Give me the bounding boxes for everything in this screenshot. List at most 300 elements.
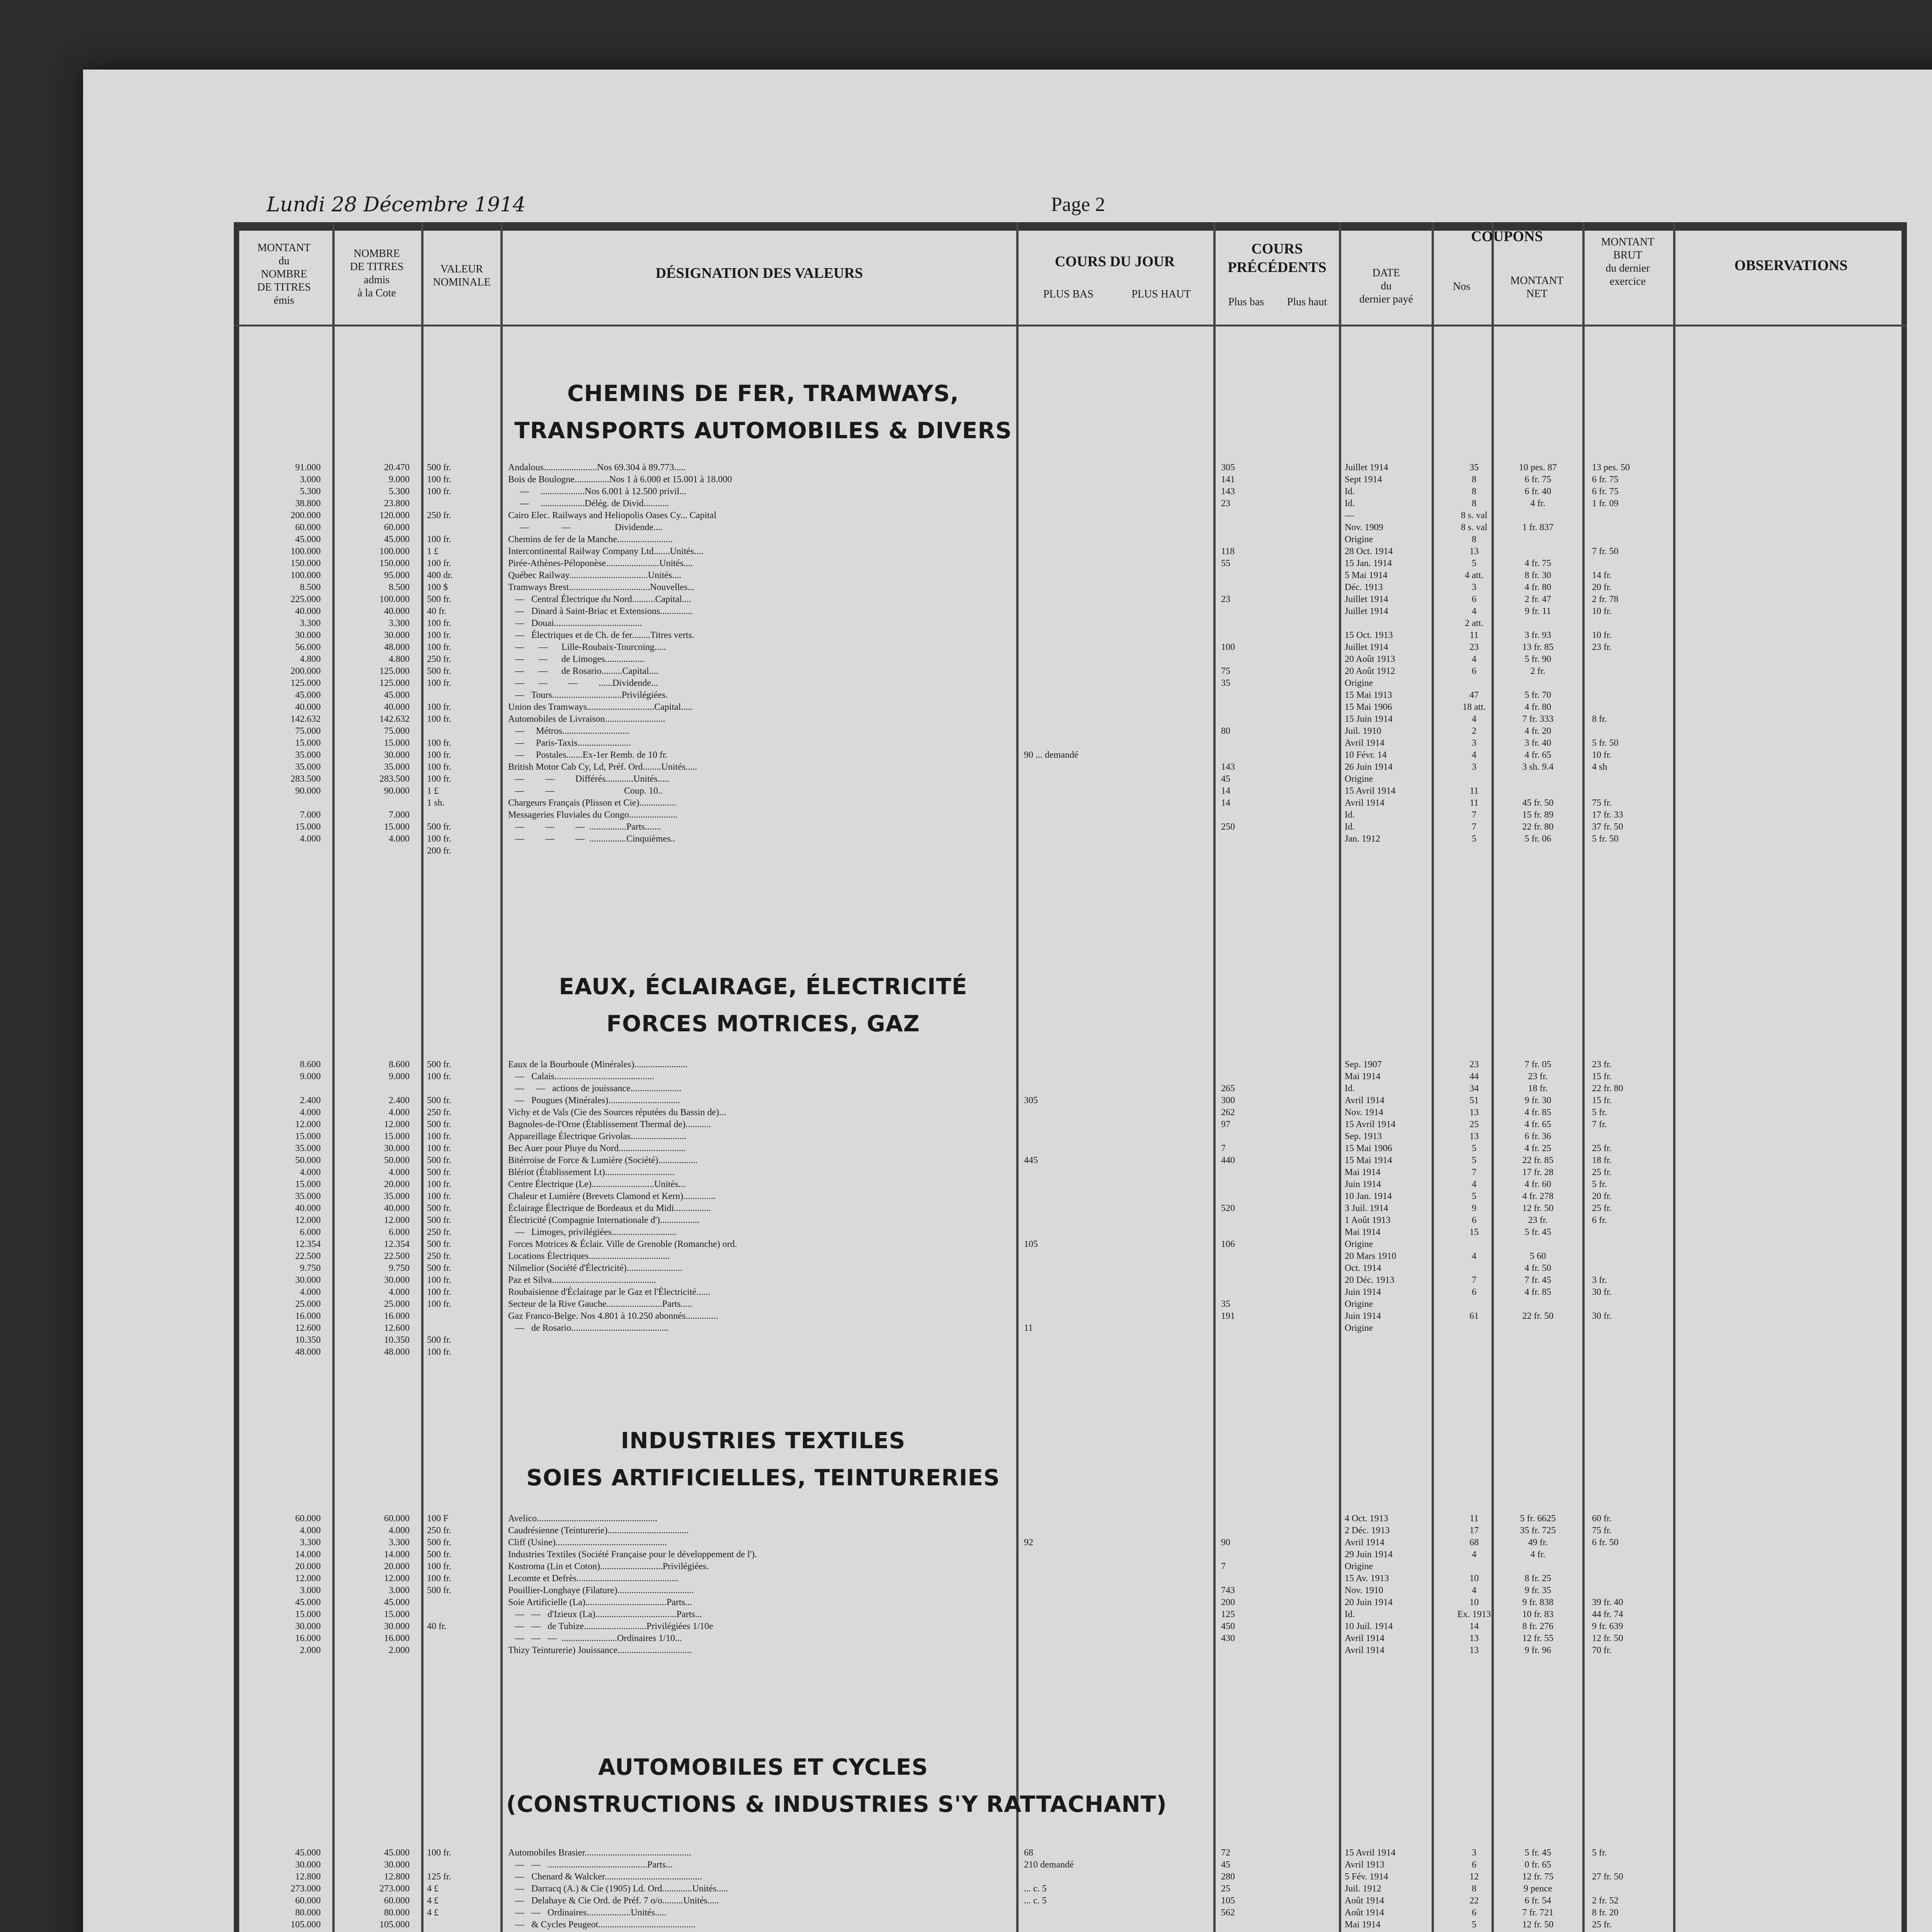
table-cell: 25.000 — [384, 1299, 410, 1309]
table-cell: 30.000 — [384, 1275, 410, 1285]
table-cell: 5 fr. — [1592, 1179, 1607, 1189]
table-cell: 100 fr. — [427, 558, 451, 568]
table-cell — [1592, 1334, 1669, 1346]
table-cell: 5 fr. 50 — [1592, 738, 1619, 748]
table-cell: 25.000 — [295, 1299, 321, 1309]
table-cell: 75 — [1221, 666, 1230, 676]
section-3-column-h — [1451, 1847, 1497, 1932]
table-cell: 35 — [1221, 678, 1230, 688]
table-cell: 450 — [1221, 1621, 1235, 1631]
table-cell: — Métros............................. — [508, 726, 629, 736]
table-cell: 5 — [1472, 1143, 1476, 1153]
table-cell: Andalous.......................Nos 69.304 à 89.773..... — [508, 463, 686, 473]
table-cell — [1592, 665, 1669, 677]
table-cell — [427, 1919, 493, 1931]
table-cell: 4 £ — [427, 1884, 439, 1894]
table-cell — [1451, 1238, 1497, 1250]
table-cell: Gaz Franco-Belge. Nos 4.801 à 10.250 abonnés.............. — [508, 1311, 718, 1321]
table-cell: 6 — [1472, 1860, 1476, 1870]
table-cell: 283.500 — [291, 774, 321, 784]
table-cell: 8 — [1472, 486, 1476, 497]
table-cell: 25 fr. — [1592, 1203, 1612, 1213]
table-cell: 100.000 — [291, 570, 321, 580]
table-cell — [1024, 821, 1140, 833]
table-cell: 0 fr. 65 — [1524, 1860, 1551, 1870]
table-cell: 72 — [1221, 1848, 1230, 1858]
table-cell: Avril 1914 — [1345, 1645, 1384, 1655]
table-cell: 305 — [1024, 1095, 1038, 1105]
table-cell: 4 fr. 278 — [1522, 1191, 1554, 1201]
table-cell: 8.600 — [389, 1060, 410, 1070]
table-cell: 500 fr. — [427, 463, 451, 473]
table-cell: 210 demandé — [1024, 1860, 1074, 1870]
table-cell — [1024, 1907, 1140, 1919]
table-cell — [1024, 1597, 1140, 1609]
table-cell — [1499, 677, 1577, 689]
table-cell — [1592, 1298, 1669, 1310]
table-cell: 12 fr. 50 — [1522, 1203, 1554, 1213]
table-cell: — — Différés............Unités..... — [508, 774, 669, 784]
table-cell: 8 fr. 25 — [1524, 1573, 1551, 1583]
table-cell: 12.000 — [384, 1573, 410, 1583]
table-cell — [427, 1609, 493, 1621]
table-cell — [1024, 594, 1140, 605]
col-head-plus-haut: PLUS HAUT — [1131, 288, 1191, 300]
table-cell: 2 Déc. 1913 — [1345, 1526, 1390, 1536]
table-cell: 7 fr. 721 — [1522, 1908, 1554, 1918]
table-cell — [427, 725, 493, 737]
table-cell: Roubaisienne d'Éclairage par le Gaz et l'Électricité...... — [508, 1287, 711, 1297]
table-cell: 9 fr. 838 — [1522, 1597, 1554, 1607]
table-cell: 6 fr. 36 — [1524, 1131, 1551, 1141]
table-cell — [1592, 1573, 1669, 1585]
table-cell: 250 fr. — [427, 1227, 451, 1237]
table-cell: 16.000 — [295, 1311, 321, 1321]
table-cell — [1221, 1322, 1337, 1334]
table-cell: 4 fr. — [1530, 1549, 1546, 1560]
table-cell: 3 — [1472, 738, 1476, 748]
table-cell: — Calais........................................... — [508, 1071, 654, 1082]
table-cell: 8 s. val — [1461, 522, 1488, 532]
table-cell — [1024, 1059, 1140, 1071]
table-cell: Avelico.................................................... — [508, 1514, 658, 1524]
table-cell: — Douai...................................... — [508, 618, 642, 628]
table-cell: 23 fr. — [1528, 1071, 1548, 1082]
table-cell — [1024, 1179, 1140, 1190]
table-cell: 11 — [1469, 630, 1479, 640]
table-cell: 68 — [1024, 1848, 1033, 1858]
table-cell — [1024, 1131, 1140, 1143]
table-cell: 3 sh. 9.4 — [1522, 762, 1554, 772]
page-header — [151, 182, 1897, 224]
table-cell: Mai 1914 — [1345, 1167, 1381, 1177]
table-cell: Cairo Elec. Railways and Heliopolis Oases Cy... Capital — [508, 510, 717, 520]
table-cell: Chaleur et Lumière (Brevets Clamond et Kern).............. — [508, 1191, 716, 1201]
table-cell: 20 fr. — [1592, 582, 1612, 592]
table-cell — [1024, 1645, 1140, 1656]
table-cell: 7 — [1472, 822, 1476, 832]
table-cell: 7.000 — [300, 810, 321, 820]
table-cell: 100.000 — [379, 546, 410, 556]
table-cell: 45 — [1221, 774, 1230, 784]
table-cell: 8 fr. 30 — [1524, 570, 1551, 580]
table-cell: 20 fr. — [1592, 1191, 1612, 1201]
table-cell: Thizy Teinturerie) Jouissance................................ — [508, 1645, 692, 1655]
table-cell — [1221, 1214, 1337, 1226]
table-cell: 5 60 — [1530, 1251, 1546, 1261]
table-cell: — Pougues (Minérales)............................... — [508, 1095, 680, 1105]
section-1-column-j — [1592, 1059, 1669, 1358]
table-cell: 30 fr. — [1592, 1287, 1612, 1297]
table-cell: 17 fr. 33 — [1592, 810, 1623, 820]
table-cell: 4 — [1472, 714, 1476, 724]
table-cell: 2 — [1472, 726, 1476, 736]
table-cell: 12.000 — [384, 1215, 410, 1225]
table-cell: Sep. 1913 — [1345, 1131, 1382, 1141]
table-cell — [243, 1083, 321, 1095]
table-cell — [1024, 1609, 1140, 1621]
table-cell: 445 — [1024, 1155, 1038, 1165]
table-cell: 500 fr. — [427, 1215, 451, 1225]
table-cell — [1592, 1346, 1669, 1358]
table-cell: 10 Févr. 14 — [1345, 750, 1387, 760]
header-underline — [234, 325, 1907, 327]
table-cell: 100 fr. — [427, 1071, 451, 1082]
table-cell: 5 fr. 45 — [1524, 1227, 1551, 1237]
table-cell: Ex. 1913 — [1457, 1609, 1491, 1619]
page-number: Page 2 — [1051, 194, 1105, 216]
table-cell: 13 — [1469, 1107, 1479, 1117]
table-cell — [1024, 1107, 1140, 1119]
table-cell: Juillet 1914 — [1345, 463, 1388, 473]
table-cell: 30.000 — [295, 1860, 321, 1870]
table-cell: 12.600 — [295, 1323, 321, 1333]
table-cell: 15 fr. — [1592, 1095, 1612, 1105]
col-head-cours-precedents: COURS PRÉCÉDENTS — [1228, 241, 1327, 276]
table-cell — [1024, 1274, 1140, 1286]
table-cell: — Électriques et de Ch. de fer........Titres verts. — [508, 630, 694, 640]
table-cell: 4 fr. — [1530, 498, 1546, 509]
table-cell: 12 fr. 50 — [1592, 1633, 1623, 1643]
table-cell — [1221, 1919, 1337, 1931]
table-cell: 100 fr. — [427, 1347, 451, 1357]
section-0-column-d — [508, 462, 1010, 845]
table-cell — [1024, 761, 1140, 773]
table-cell — [1024, 546, 1140, 558]
table-cell — [1221, 1250, 1337, 1262]
table-cell: 30.000 — [384, 1143, 410, 1153]
table-cell: 500 fr. — [427, 1095, 451, 1105]
table-cell: Id. — [1345, 1609, 1355, 1619]
table-cell: Id. — [1345, 822, 1355, 832]
table-cell: 12.000 — [295, 1119, 321, 1129]
table-cell — [1499, 510, 1577, 522]
table-cell: 4 fr. 20 — [1524, 726, 1551, 736]
table-cell: 9 fr. 96 — [1524, 1645, 1551, 1655]
table-cell — [1451, 1298, 1497, 1310]
table-cell: 15 Av. 1913 — [1345, 1573, 1389, 1583]
section-0-column-a — [243, 462, 321, 845]
section-2-column-h — [1451, 1513, 1497, 1656]
table-cell: 45.000 — [384, 1848, 410, 1858]
table-cell: Automobiles de Livraison.......................... — [508, 714, 665, 724]
table-cell: 20 Déc. 1913 — [1345, 1275, 1395, 1285]
table-cell — [1221, 1131, 1337, 1143]
table-cell: 265 — [1221, 1083, 1235, 1094]
table-cell — [1024, 785, 1140, 797]
table-cell: 4 fr. 85 — [1524, 1287, 1551, 1297]
table-cell: Soie Artificielle (La)...................................Parts... — [508, 1597, 692, 1607]
table-cell: 300 — [1221, 1095, 1235, 1105]
table-cell — [1221, 1167, 1337, 1179]
table-cell: 3.300 — [300, 618, 321, 628]
table-cell: 100 fr. — [427, 630, 451, 640]
table-cell: 8 fr. — [1592, 714, 1607, 724]
table-cell — [1024, 1071, 1140, 1083]
table-cell: 92 — [1024, 1537, 1033, 1548]
table-cell — [1592, 1859, 1669, 1871]
section-0-column-j — [1592, 462, 1669, 845]
table-cell — [1024, 462, 1140, 474]
table-cell — [1024, 474, 1140, 486]
table-cell: 100 fr. — [427, 642, 451, 652]
table-cell — [1024, 1083, 1140, 1095]
table-cell — [1221, 1262, 1337, 1274]
table-cell — [1499, 773, 1577, 785]
table-cell: 4 fr. 60 — [1524, 1179, 1551, 1189]
column-rule — [1213, 222, 1216, 1932]
table-cell — [1451, 1334, 1497, 1346]
table-cell — [1024, 522, 1140, 534]
table-cell — [1024, 1633, 1140, 1645]
table-cell: 10 fr. 83 — [1522, 1609, 1554, 1619]
table-cell: 15 Juin 1914 — [1345, 714, 1393, 724]
table-cell: 45.000 — [295, 534, 321, 544]
table-cell: Juin 1914 — [1345, 1311, 1381, 1321]
table-cell — [1024, 701, 1140, 713]
table-cell: 50.000 — [295, 1155, 321, 1165]
table-cell: 12.600 — [384, 1323, 410, 1333]
table-cell — [427, 809, 493, 821]
table-cell — [1592, 522, 1669, 534]
table-cell: 100 fr. — [427, 1573, 451, 1583]
table-cell: — Limoges, privilégiées............................ — [508, 1227, 677, 1237]
table-cell — [1499, 617, 1577, 629]
table-cell: 4 att. — [1465, 570, 1483, 580]
table-cell: Origine — [1345, 534, 1373, 544]
table-cell — [1024, 665, 1140, 677]
table-cell: 15 — [1469, 1227, 1479, 1237]
table-cell: Sept 1914 — [1345, 474, 1382, 485]
table-cell: 11 — [1024, 1323, 1033, 1333]
table-cell: 70 fr. — [1592, 1645, 1612, 1655]
table-cell: 2 fr. 78 — [1592, 594, 1619, 604]
table-cell — [1592, 1322, 1669, 1334]
col-head-designation: DÉSIGNATION DES VALEURS — [655, 265, 863, 281]
table-cell — [1221, 1645, 1337, 1656]
col-head-cp-bas: Plus bas — [1228, 296, 1264, 308]
table-cell: 15.000 — [384, 1131, 410, 1141]
table-cell: 23 — [1221, 498, 1230, 509]
section-1-column-h — [1451, 1059, 1497, 1358]
table-cell: 100.000 — [291, 546, 321, 556]
col-head-cours-jour: COURS DU JOUR — [1054, 253, 1175, 270]
section-1-column-a — [243, 1059, 321, 1358]
table-cell — [1592, 1561, 1669, 1573]
table-cell: Id. — [1345, 486, 1355, 497]
table-cell — [1221, 1549, 1337, 1561]
column-rule — [1432, 222, 1434, 1932]
table-cell: 250 fr. — [427, 1107, 451, 1117]
table-cell: 100.000 — [379, 594, 410, 604]
table-cell: — Chenard & Walcker.......................................... — [508, 1872, 702, 1882]
section-3-column-d — [508, 1847, 1010, 1932]
table-cell — [1592, 1585, 1669, 1597]
table-cell: Blériot (Établissement Lt).............................. — [508, 1167, 675, 1177]
table-cell: 4.000 — [389, 1167, 410, 1177]
table-cell: 30.000 — [384, 630, 410, 640]
table-cell: — — de Limoges................. — [508, 654, 645, 664]
column-rule — [1673, 222, 1675, 1932]
section-2-column-i — [1499, 1513, 1577, 1656]
table-cell: 18 fr. — [1528, 1083, 1548, 1094]
table-cell: 6 fr. — [1592, 1215, 1607, 1225]
table-cell: 22 fr. 80 — [1592, 1083, 1623, 1094]
table-cell — [1499, 785, 1577, 797]
table-cell: 4.000 — [300, 1167, 321, 1177]
table-cell: 3 fr. 93 — [1524, 630, 1551, 640]
table-cell: 10 pes. 87 — [1519, 463, 1557, 473]
table-cell: 23 fr. — [1592, 642, 1612, 652]
table-cell: 4 fr. 85 — [1524, 1107, 1551, 1117]
table-cell: 2.000 — [300, 1645, 321, 1655]
section-3-column-f — [1221, 1847, 1337, 1932]
table-cell — [1024, 570, 1140, 582]
table-cell: 20 Mars 1910 — [1345, 1251, 1396, 1261]
table-cell: — — d'Izieux (La)...................................Parts... — [508, 1609, 702, 1619]
table-cell: 6 fr. 75 — [1592, 474, 1619, 485]
table-cell: 26 Juin 1914 — [1345, 762, 1393, 772]
table-cell — [1345, 617, 1430, 629]
table-cell: 5 fr. — [1592, 1107, 1607, 1117]
table-cell — [1499, 534, 1577, 546]
table-cell: 8 s. val — [1461, 510, 1488, 520]
table-cell — [508, 1346, 1010, 1358]
table-cell: 100 fr. — [427, 1191, 451, 1201]
table-cell — [1024, 1167, 1140, 1179]
table-cell: 100 fr. — [427, 834, 451, 844]
table-cell: Nov. 1914 — [1345, 1107, 1383, 1117]
table-cell — [1024, 1585, 1140, 1597]
table-cell: Pouillier-Longhaye (Filature)................................. — [508, 1585, 694, 1595]
table-cell — [1592, 534, 1669, 546]
table-cell: 105.000 — [291, 1920, 321, 1930]
table-cell — [1451, 1322, 1497, 1334]
section-1-column-c — [427, 1059, 493, 1358]
section-3-column-a — [243, 1847, 321, 1932]
table-cell — [332, 797, 410, 809]
table-cell — [1499, 1346, 1577, 1358]
table-cell: 250 fr. — [427, 1251, 451, 1261]
table-cell: 61 — [1469, 1311, 1479, 1321]
table-cell: 5 — [1472, 1191, 1476, 1201]
table-cell: 100 fr. — [427, 534, 451, 544]
table-cell: 500 fr. — [427, 1263, 451, 1273]
table-cell: 1 Août 1913 — [1345, 1215, 1391, 1225]
table-cell — [1592, 1549, 1669, 1561]
section-0-column-c — [427, 462, 493, 857]
section-title: EAUX, ÉCLAIRAGE, ÉLECTRICITÉ FORCES MOTRICES, GAZ — [559, 973, 968, 1037]
table-cell: 100 fr. — [427, 1287, 451, 1297]
table-cell — [1451, 677, 1497, 689]
table-cell: 20.470 — [384, 463, 410, 473]
table-cell — [427, 1633, 493, 1645]
table-cell — [1024, 653, 1140, 665]
table-cell — [1592, 510, 1669, 522]
table-cell — [1024, 1525, 1140, 1537]
section-0-column-b — [332, 462, 410, 845]
table-cell: 100 fr. — [427, 1275, 451, 1285]
table-cell: 60.000 — [295, 522, 321, 532]
table-cell: 2 att. — [1465, 618, 1483, 628]
table-cell: ... c. 5 — [1024, 1896, 1047, 1906]
table-cell — [427, 1322, 493, 1334]
table-cell — [1024, 1549, 1140, 1561]
table-cell: 4.000 — [389, 834, 410, 844]
table-cell — [1024, 1561, 1140, 1573]
table-cell: 35.000 — [295, 750, 321, 760]
table-cell: Juillet 1914 — [1345, 642, 1388, 652]
table-cell: 15 Oct. 1913 — [1345, 630, 1393, 640]
table-cell: 100 fr. — [427, 678, 451, 688]
section-2-column-d — [508, 1513, 1010, 1656]
table-cell: 51 — [1469, 1095, 1479, 1105]
table-cell: Nilmelior (Société d'Électricité)........................ — [508, 1263, 682, 1273]
section-2-column-a — [243, 1513, 321, 1656]
table-cell: 40.000 — [295, 606, 321, 616]
table-cell: 22.500 — [295, 1251, 321, 1261]
table-cell: Vichy et de Vals (Cie des Sources réputées du Bassin de)... — [508, 1107, 726, 1117]
table-cell: 273.000 — [291, 1884, 321, 1894]
table-cell: 14.000 — [295, 1549, 321, 1560]
table-cell — [1024, 617, 1140, 629]
table-cell: 125 fr. — [427, 1872, 451, 1882]
section-0-column-h — [1451, 462, 1497, 845]
table-cell — [1221, 1274, 1337, 1286]
table-cell: 5 fr. — [1592, 1848, 1607, 1858]
table-cell: 100 fr. — [427, 1131, 451, 1141]
table-cell: 4 — [1472, 606, 1476, 616]
table-cell: 13 — [1469, 1131, 1479, 1141]
section-title: CHEMINS DE FER, TRAMWAYS, TRANSPORTS AUTOMOBILES & DIVERS — [514, 380, 1012, 444]
table-cell: 2 fr. 47 — [1524, 594, 1551, 604]
table-cell: 35 — [1221, 1299, 1230, 1309]
table-cell: Juillet 1914 — [1345, 594, 1388, 604]
table-cell: Juil. 1912 — [1345, 1884, 1381, 1894]
table-cell: 5 fr. 6625 — [1520, 1514, 1556, 1524]
table-cell: 40.000 — [384, 702, 410, 712]
table-cell: 30.000 — [295, 630, 321, 640]
table-cell: 100 fr. — [427, 1848, 451, 1858]
table-cell: 20.000 — [384, 1179, 410, 1189]
table-cell: 2.400 — [389, 1095, 410, 1105]
table-cell: Intercontinental Railway Company Ltd.......Unités.... — [508, 546, 704, 556]
table-cell: 8 — [1472, 498, 1476, 509]
table-cell: Lecomte et Defrès............................................ — [508, 1573, 679, 1583]
table-cell: 143 — [1221, 486, 1235, 497]
table-cell: Locations Électriques................................... — [508, 1251, 670, 1261]
table-cell: 7 fr. 50 — [1592, 546, 1619, 556]
